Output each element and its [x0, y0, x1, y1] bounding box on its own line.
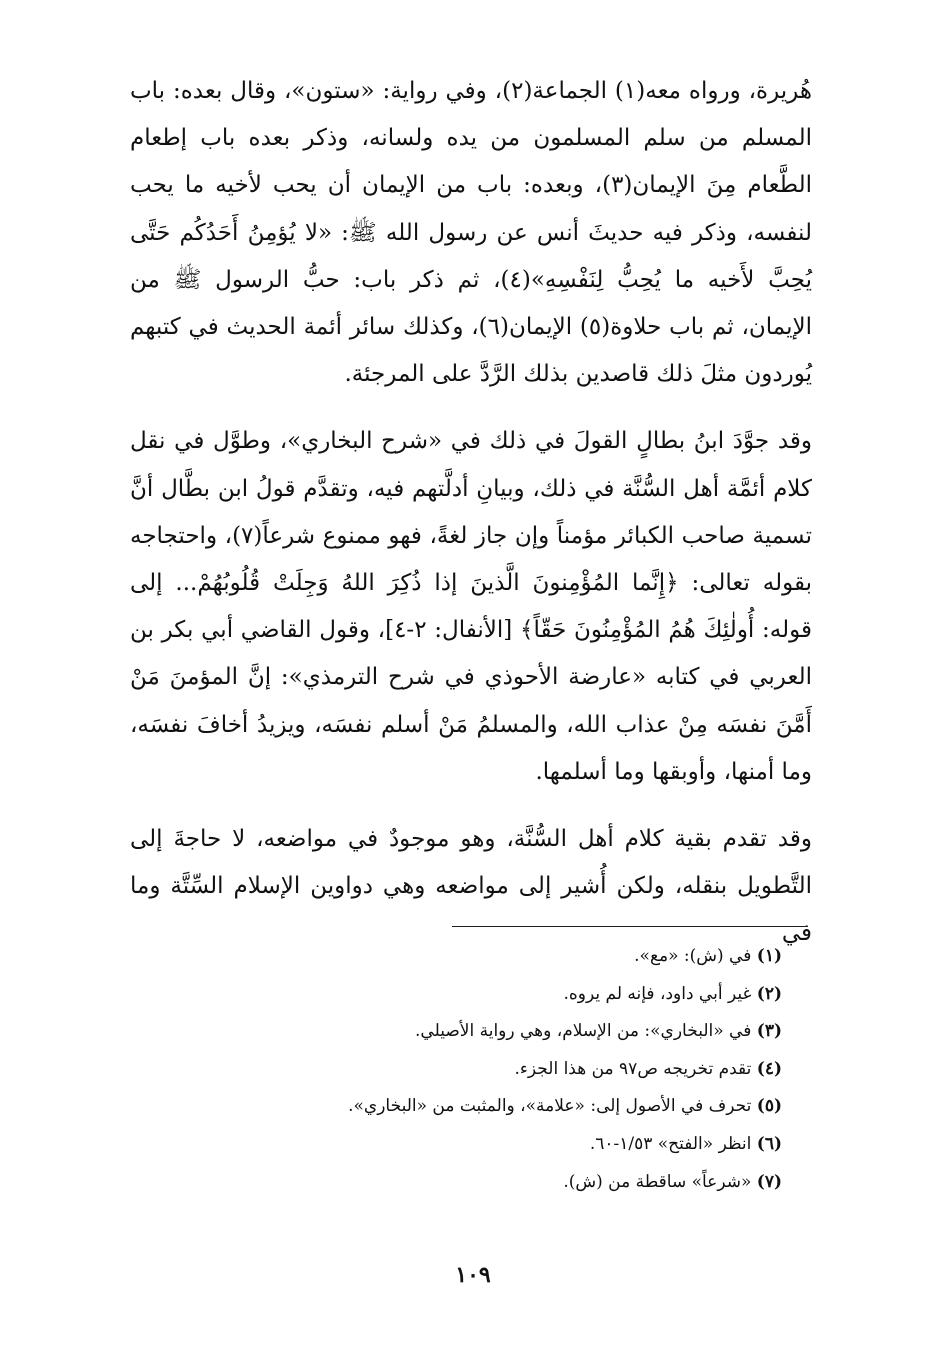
paragraph-3: وقد تقدم بقية كلام أهل السُّنَّة، وهو موجودٌ في مواضعه، لا حاجةَ إلى التَّطويل بنقله، ولكن أُشير إلى مواضعه وهي دواوين الإسلام السِّتَّة وما في — [130, 826, 812, 947]
footnote-3 — [130, 1013, 782, 1051]
footnote-text: في «البخاري»: من الإسلام، وهي رواية الأصيلي. — [415, 1021, 752, 1042]
footnote-1 — [130, 938, 782, 976]
footnote-number: (٦) — [756, 1133, 782, 1154]
footnote-7 — [130, 1164, 782, 1202]
footnote-number: (٣) — [756, 1021, 782, 1042]
page-number: ١٠٩ — [455, 1262, 491, 1288]
main-text — [130, 68, 812, 958]
footnote-2 — [130, 976, 782, 1014]
footnote-text: تحرف في الأصول إلى: «علامة»، والمثبت من «البخاري». — [348, 1096, 752, 1117]
footnote-number: (٧) — [756, 1171, 782, 1192]
footnote-number: (١) — [756, 946, 782, 966]
footnote-5 — [130, 1088, 782, 1126]
footnote-number: (٢) — [756, 983, 782, 1004]
footnote-text: غير أبي داود، فإنه لم يروه. — [563, 983, 752, 1004]
footnote-number: (٥) — [756, 1096, 782, 1117]
footnote-text: في (ش): «مع». — [634, 946, 752, 966]
paragraph-2: وقد جوَّدَ ابنُ بطالٍ القولَ في ذلك في «شرح البخاري»، وطوَّل في نقل كلام أئمَّة أهل السُّنَّة في ذلك، وبيانِ أدلَّتهم فيه، وتقدَّم قولُ ابن بطَّال أنَّ تسمية صاحب الكبائر مؤمناً وإن جاز لغةً، فهو ممنوع شرعاً(٧)، واحتجاجه بقوله تعالى: ﴿إِنَّما المُؤْمِنونَ الَّذينَ إذا ذُكِرَ اللهُ وَجِلَتْ قُلُوبُهُمْ... إلى قوله: أُولٰئِكَ هُمُ المُؤْمِنُونَ حَقّاً﴾ [الأنفال: ٢-٤]، وقول القاضي أبي بكر بن العربي في كتابه «عارضة الأحوذي في شرح الترمذي»: إنَّ المؤمنَ مَنْ أَمَّنَ نفسَه مِنْ عذاب الله، والمسلمُ مَنْ أسلم نفسَه، ويزيدُ أخافَ نفسَه، وما أمنها، وأوبقها وما أسلمها. — [130, 428, 812, 785]
footnote-number: (٤) — [756, 1058, 782, 1079]
paragraph-1: هُريرة، ورواه معه(١) الجماعة(٢)، وفي رواية: «ستون»، وقال بعده: باب المسلم من سلم المسلمون من يده ولسانه، وذكر بعده باب إطعام الطَّعام مِنَ الإيمان(٣)، وبعده: باب من الإيمان أن يحب لأخيه ما يحب لنفسه، وذكر فيه حديثَ أنس عن رسول الله ﷺ: «لا يُؤمِنُ أَحَدُكُم حَتَّى يُحِبَّ لأَخيه ما يُحِبُّ لِنَفْسِهِ»(٤)، ثم ذكر باب: حبُّ الرسول ﷺ من الإيمان، ثم باب حلاوة(٥) الإيمان(٦)، وكذلك سائر أئمة الحديث في كتبهم يُوردون مثلَ ذلك قاصدين بذلك الرَّدَّ على المرجئة. — [130, 78, 813, 388]
footnote-text: «شرعاً» ساقطة من (ش). — [563, 1171, 752, 1192]
footnotes-list — [130, 938, 782, 1201]
footnote-4 — [130, 1051, 782, 1089]
footnote-6 — [130, 1126, 782, 1164]
footnote-text: تقدم تخريجه ص٩٧ من هذا الجزء. — [514, 1058, 752, 1079]
footnote-divider — [452, 926, 808, 927]
footnote-text: انظر «الفتح» ١/٥٣-٦٠. — [589, 1133, 752, 1154]
